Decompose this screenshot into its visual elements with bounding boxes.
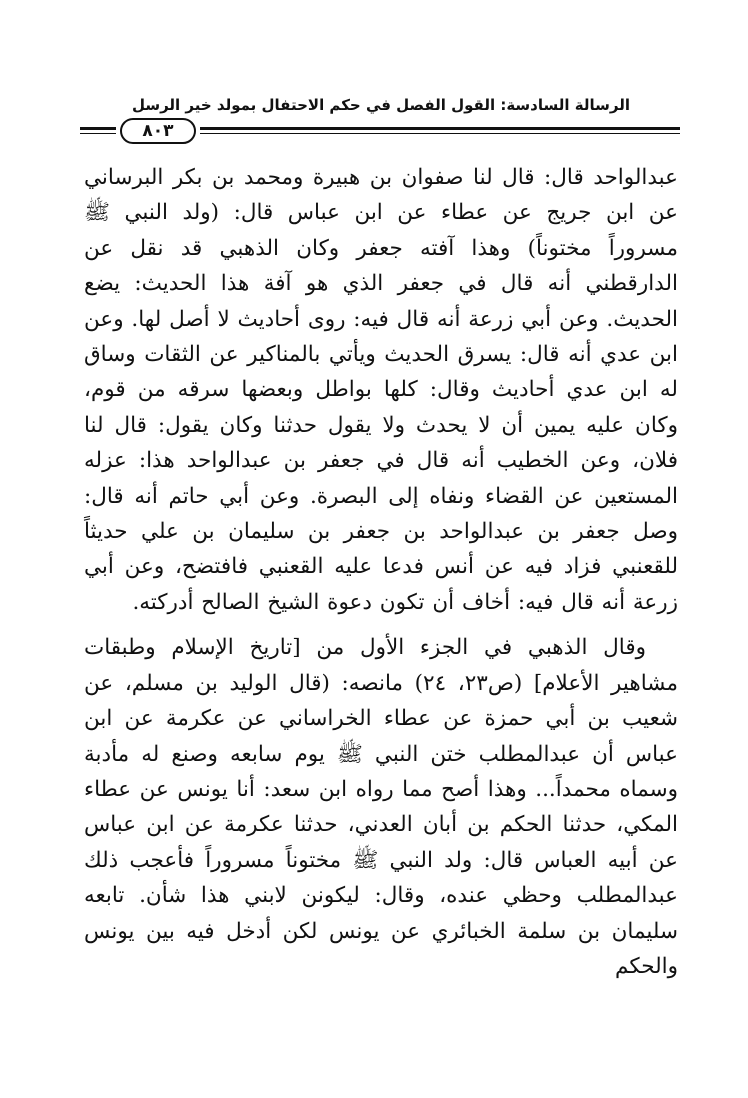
paragraph-2: وقال الذهبي في الجزء الأول من [تاريخ الإسلام وطبقات مشاهير الأعلام] (ص٢٣، ٢٤) مانصه: (قال الوليد بن مسلم، عن شعيب بن أبي حمزة عن عطاء الخراساني عن عكرمة عن ابن عباس أن عبدالمطلب ختن النبي ﷺ يوم سابعه وصنع له مأدبة وسماه محمداً... وهذا أصح مما رواه ابن سعد: أنا يونس عن عطاء المكي، حدثنا الحكم بن أبان العدني، حدثنا عكرمة عن ابن عباس عن أبيه العباس قال: ولد النبي ﷺ مختوناً مسروراً فأعجب ذلك عبدالمطلب وحظي عنده، وقال: ليكونن لابني هذا شأن. تابعه سليمان بن سلمة الخبائري عن يونس لكن أدخل فيه بين يونس والحكم [84,635,678,979]
body-text [84,160,678,984]
header-rule-right-thick [200,127,680,130]
header-rule-right-thin [200,133,680,134]
running-header-title: الرسالة السادسة: القول الفصل في حكم الاحتفال بمولد خير الرسل [131,96,630,114]
header-rule-left-thin [80,133,116,134]
header-rule-left-thick [80,127,116,130]
page-number-badge: ٨٠٣ [120,118,196,144]
paragraph-1: عبدالواحد قال: قال لنا صفوان بن هبيرة ومحمد بن بكر البرساني عن ابن جريج عن عطاء عن ابن عباس قال: (ولد النبي ﷺ مسروراً مختوناً) وهذا آفته جعفر وكان الذهبي قد نقل عن الدارقطني أنه قال في جعفر الذي هو آفة هذا الحديث: يضع الحديث. وعن أبي زرعة أنه قال فيه: روى أحاديث لا أصل لها. وعن ابن عدي أنه قال: يسرق الحديث ويأتي بالمناكير عن الثقات وساق له ابن عدي أحاديث وقال: كلها بواطل وبعضها سرقه من قوم، وكان عليه يمين أن لا يحدث ولا يقول حدثنا وكان يقول: قال لنا فلان، وعن الخطيب أنه قال في جعفر بن عبدالواحد هذا: عزله المستعين عن القضاء ونفاه إلى البصرة. وعن أبي حاتم أنه قال: وصل جعفر بن عبدالواحد بن جعفر بن سليمان بن علي حديثاً للقعنبي فزاد فيه عن أنس فدعا عليه القعنبي فافتضح، وعن أبي زرعة أنه قال فيه: أخاف أن تكون دعوة الشيخ الصالح أدركته. [84,165,678,615]
header-rule [80,118,680,146]
